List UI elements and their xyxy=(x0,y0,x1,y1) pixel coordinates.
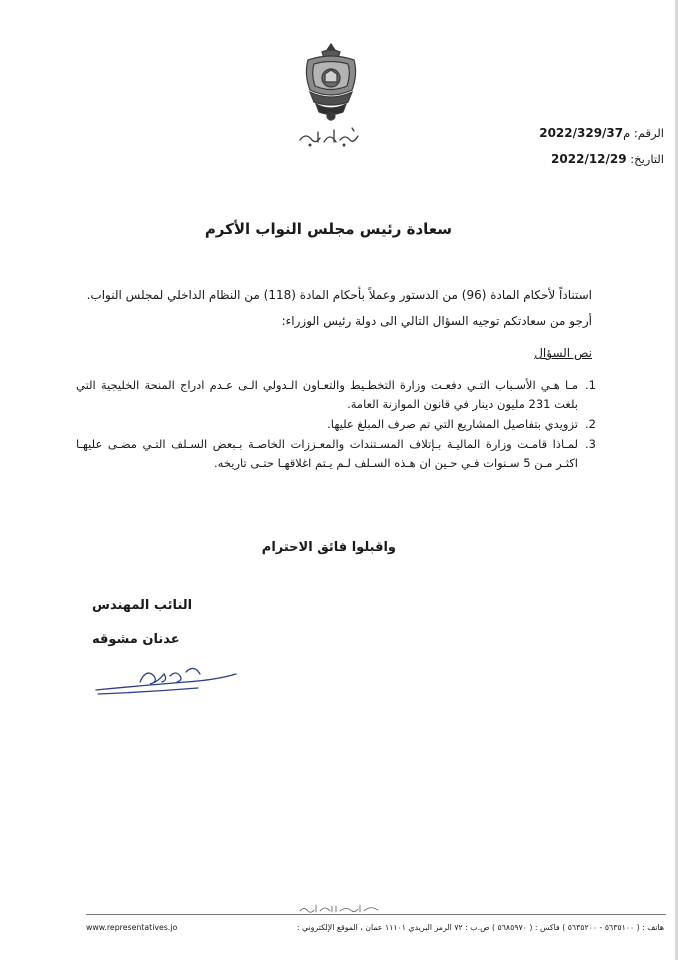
reference-number-value: 2022/329/37 xyxy=(539,126,624,140)
legal-basis-paragraph: استناداً لأحكام المادة (96) من الدستور وعملاً بأحكام المادة (118) من النظام الداخلي لمجلس النواب. xyxy=(86,288,592,302)
signatory-name: عدنان مشوقه xyxy=(92,632,180,647)
addressee-heading: سعادة رئيس مجلس النواب الأكرم xyxy=(204,220,452,238)
reference-date xyxy=(551,152,664,166)
footer-website-link[interactable]: www.representatives.jo xyxy=(86,923,178,932)
closing-salutation: واقبلوا فائق الاحترام xyxy=(261,540,396,555)
parliament-logotype xyxy=(296,124,364,148)
footer-emblem-caption xyxy=(296,902,382,914)
question-item xyxy=(76,376,596,414)
reference-date-value: 2022/12/29 xyxy=(551,152,627,166)
question-list xyxy=(76,376,596,474)
question-item xyxy=(76,435,596,473)
question-number: 2. xyxy=(585,417,596,431)
reference-number-label: الرقم: م xyxy=(623,126,664,140)
question-heading: نص السؤال xyxy=(534,346,592,360)
question-text: تزويدي بتفاصيل المشاريع التي تم صرف المبلغ عليها. xyxy=(327,417,578,431)
footer-contact-info: هاتف : ( ٥٦٣٥١٠٠ - ٥٦٣٥٢٠٠ ) فاكس : ( ٥٦٨٥٩٧٠ ) ص.ب : ٧٢ الرمز البريدي ١١١٠١ عمان ، الموقع الإلكتروني : xyxy=(296,923,664,932)
request-paragraph: أرجو من سعادتكم توجيه السؤال التالي الى دولة رئيس الوزراء: xyxy=(281,314,592,328)
question-number: 1. xyxy=(585,378,596,392)
question-number: 3. xyxy=(585,437,596,451)
question-item xyxy=(76,415,596,434)
coat-of-arms-emblem xyxy=(300,42,362,122)
reference-date-label: التاريخ: xyxy=(630,152,664,166)
question-text: مـا هـي الأسـباب التـي دفعـت وزارة التخطـيط والتعـاون الـدولي الـى عـدم ادراج المنحة الخليجية التي بلغت 231 مليون دينار في قانون الموازنة العامة. xyxy=(76,378,578,411)
question-text: لمـاذا قامـت وزارة الماليـة بـإتلاف المسـتندات والمعـززات الخاصـة بـبعض السـلف التـي مضـى عليهـا اكثـر مـن 5 سـنوات فـي حـين ان هـذه السـلف لـم يـتم اغلاقهـا حتـى تاريخه. xyxy=(76,437,578,470)
footer-rule xyxy=(86,914,666,915)
handwritten-signature xyxy=(90,660,240,700)
reference-number xyxy=(539,126,664,140)
signatory-title: النائب المهندس xyxy=(92,598,193,613)
